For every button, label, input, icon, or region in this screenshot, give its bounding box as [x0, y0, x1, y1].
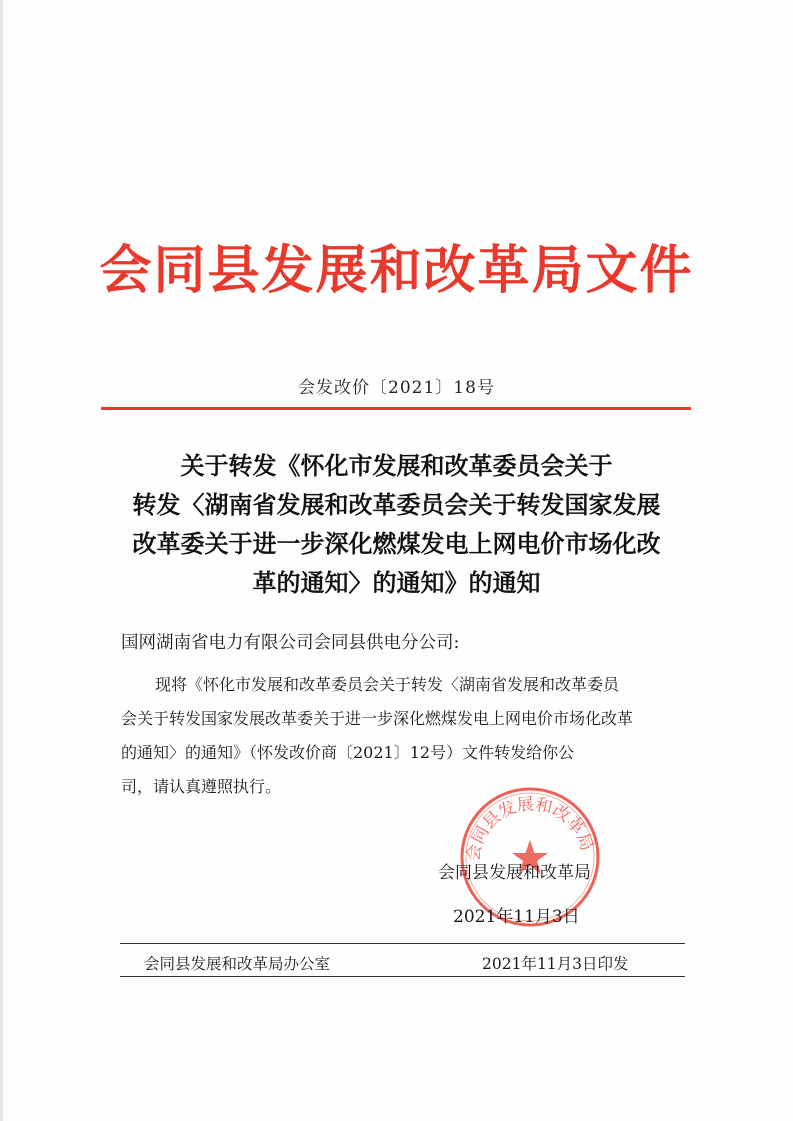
body-line: 司，请认真遵照执行。 — [121, 777, 282, 796]
signing-date: 2021年11月3日 — [453, 907, 580, 927]
footer-rule-top — [120, 943, 685, 944]
body-line: 会关于转发国家发展改革委关于进一步深化燃煤发电上网电价市场化改革 — [121, 709, 634, 728]
document-number: 会发改价〔2021〕18号 — [298, 378, 495, 398]
notice-title-line: 关于转发《怀化市发展和改革委员会关于 — [180, 452, 613, 480]
footer-print-date: 2021年11月3日印发 — [482, 955, 629, 973]
document-header-title: 会同县发展和改革局文件 — [99, 241, 694, 301]
notice-title-line: 改革委关于进一步深化燃煤发电上网电价市场化改 — [132, 530, 661, 558]
notice-title-line: 革的通知〉的通知》的通知 — [252, 569, 541, 597]
body-line: 的通知〉的通知》（怀发改价商〔2021〕12号）文件转发给你公 — [121, 743, 575, 762]
seal-text: 会同县发展和改革局 — [463, 794, 597, 863]
notice-title — [100, 447, 693, 603]
signing-organization: 会同县发展和改革局 — [438, 863, 591, 883]
body-line: 现将《怀化市发展和改革委员会关于转发〈湖南省发展和改革委员 — [155, 675, 620, 694]
red-divider-line — [101, 407, 691, 410]
recipient-line: 国网湖南省电力有限公司会同县供电分公司: — [121, 633, 460, 653]
scan-edge — [0, 0, 3, 1121]
notice-title-line: 转发〈湖南省发展和改革委员会关于转发国家发展 — [132, 491, 661, 519]
footer-rule-bottom — [120, 976, 685, 977]
footer-issuer: 会同县发展和改革局办公室 — [144, 955, 331, 973]
